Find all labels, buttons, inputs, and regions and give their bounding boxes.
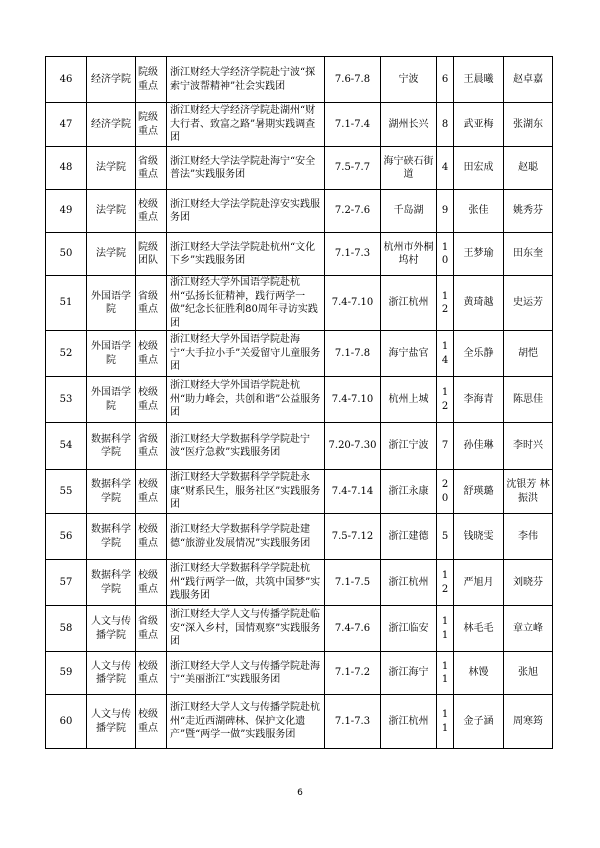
cell-leader: 王晨曦 <box>454 57 504 103</box>
cell-advisor: 张湖东 <box>504 103 553 147</box>
cell-college: 外国语学院 <box>87 331 136 377</box>
cell-level: 省级重点 <box>136 606 167 652</box>
cell-leader: 舒瑛璐 <box>454 470 504 514</box>
cell-level: 校级重点 <box>136 470 167 514</box>
cell-advisor: 陈思佳 <box>504 377 553 423</box>
cell-location: 浙江永康 <box>381 470 437 514</box>
cell-advisor: 刘晓芬 <box>504 560 553 606</box>
cell-level: 院级重点 <box>136 57 167 103</box>
cell-location: 湖州长兴 <box>381 103 437 147</box>
cell-people: 6 <box>437 57 454 103</box>
cell-no: 52 <box>46 331 87 377</box>
table-row <box>46 147 553 190</box>
table-row <box>46 331 553 377</box>
cell-location: 浙江临安 <box>381 606 437 652</box>
cell-leader: 全乐静 <box>454 331 504 377</box>
cell-date: 7.4-7.10 <box>325 276 381 331</box>
cell-location: 浙江杭州 <box>381 560 437 606</box>
cell-project: 浙江财经大学人文与传播学院赴海宁“美丽浙江”实践服务团 <box>167 652 325 695</box>
cell-advisor: 李时兴 <box>504 423 553 470</box>
cell-project: 浙江财经大学数据科学学院赴宁波“医疗急救”实践服务团 <box>167 423 325 470</box>
cell-level: 省级重点 <box>136 423 167 470</box>
table-row <box>46 606 553 652</box>
cell-people: 9 <box>437 190 454 233</box>
cell-project: 浙江财经大学法学院赴海宁“安全普法”实践服务团 <box>167 147 325 190</box>
cell-level: 校级重点 <box>136 652 167 695</box>
cell-people: 11 <box>437 652 454 695</box>
cell-college: 法学院 <box>87 233 136 276</box>
cell-college: 外国语学院 <box>87 377 136 423</box>
cell-people: 12 <box>437 560 454 606</box>
page-number: 6 <box>297 788 303 798</box>
table-row <box>46 276 553 331</box>
cell-advisor: 胡恺 <box>504 331 553 377</box>
cell-people: 4 <box>437 147 454 190</box>
table-row <box>46 514 553 560</box>
cell-location: 浙江海宁 <box>381 652 437 695</box>
cell-no: 50 <box>46 233 87 276</box>
cell-location: 海宁硖石街道 <box>381 147 437 190</box>
cell-advisor: 姚秀芬 <box>504 190 553 233</box>
table-row <box>46 470 553 514</box>
cell-people: 5 <box>437 514 454 560</box>
cell-level: 省级重点 <box>136 147 167 190</box>
cell-date: 7.1-7.5 <box>325 560 381 606</box>
cell-date: 7.1-7.3 <box>325 695 381 749</box>
cell-people: 12 <box>437 377 454 423</box>
cell-location: 浙江建德 <box>381 514 437 560</box>
cell-leader: 严旭月 <box>454 560 504 606</box>
cell-location: 宁波 <box>381 57 437 103</box>
cell-college: 数据科学学院 <box>87 560 136 606</box>
cell-date: 7.4-7.14 <box>325 470 381 514</box>
cell-date: 7.6-7.8 <box>325 57 381 103</box>
table-row <box>46 103 553 147</box>
cell-level: 校级重点 <box>136 695 167 749</box>
cell-level: 校级重点 <box>136 331 167 377</box>
cell-people: 7 <box>437 423 454 470</box>
cell-no: 53 <box>46 377 87 423</box>
cell-no: 46 <box>46 57 87 103</box>
cell-leader: 李海青 <box>454 377 504 423</box>
cell-date: 7.20-7.30 <box>325 423 381 470</box>
table-row <box>46 560 553 606</box>
cell-no: 47 <box>46 103 87 147</box>
cell-date: 7.1-7.2 <box>325 652 381 695</box>
cell-people: 8 <box>437 103 454 147</box>
cell-date: 7.5-7.7 <box>325 147 381 190</box>
activity-table-container <box>45 56 552 749</box>
cell-leader: 孙佳琳 <box>454 423 504 470</box>
cell-project: 浙江财经大学数据科学学院赴建德“旅游业发展情况”实践服务团 <box>167 514 325 560</box>
cell-leader: 王梦瑜 <box>454 233 504 276</box>
cell-leader: 田宏成 <box>454 147 504 190</box>
cell-people: 11 <box>437 695 454 749</box>
cell-advisor: 赵聪 <box>504 147 553 190</box>
cell-level: 校级重点 <box>136 377 167 423</box>
cell-no: 56 <box>46 514 87 560</box>
cell-project: 浙江财经大学外国语学院赴海宁“大手拉小手”关爱留守儿童服务团 <box>167 331 325 377</box>
table-row <box>46 652 553 695</box>
cell-college: 外国语学院 <box>87 276 136 331</box>
cell-college: 数据科学学院 <box>87 423 136 470</box>
cell-location: 杭州市外桐坞村 <box>381 233 437 276</box>
cell-location: 海宁盐官 <box>381 331 437 377</box>
cell-no: 49 <box>46 190 87 233</box>
cell-level: 校级重点 <box>136 514 167 560</box>
table-row <box>46 57 553 103</box>
cell-college: 法学院 <box>87 147 136 190</box>
cell-project: 浙江财经大学人文与传播学院赴杭州“走近西湖碑林、保护文化遗产”暨“两学一做”实践服务团 <box>167 695 325 749</box>
cell-leader: 钱晓雯 <box>454 514 504 560</box>
cell-location: 千岛湖 <box>381 190 437 233</box>
cell-no: 58 <box>46 606 87 652</box>
cell-project: 浙江财经大学数据科学学院赴杭州“践行两学一做，共筑中国梦”实践服务团 <box>167 560 325 606</box>
cell-leader: 金子涵 <box>454 695 504 749</box>
cell-date: 7.4-7.10 <box>325 377 381 423</box>
cell-college: 经济学院 <box>87 103 136 147</box>
cell-no: 55 <box>46 470 87 514</box>
cell-project: 浙江财经大学人文与传播学院赴临安“深入乡村，国情观察”实践服务团 <box>167 606 325 652</box>
cell-no: 54 <box>46 423 87 470</box>
cell-college: 经济学院 <box>87 57 136 103</box>
cell-college: 人文与传播学院 <box>87 695 136 749</box>
cell-college: 人文与传播学院 <box>87 606 136 652</box>
cell-date: 7.2-7.6 <box>325 190 381 233</box>
cell-project: 浙江财经大学经济学院赴宁波“探索宁波帮精神”社会实践团 <box>167 57 325 103</box>
cell-project: 浙江财经大学外国语学院赴杭州“助力峰会，共创和谐”公益服务团 <box>167 377 325 423</box>
cell-leader: 武亚梅 <box>454 103 504 147</box>
cell-advisor: 史运芳 <box>504 276 553 331</box>
cell-people: 12 <box>437 276 454 331</box>
cell-leader: 黄琦越 <box>454 276 504 331</box>
table-row <box>46 233 553 276</box>
cell-no: 48 <box>46 147 87 190</box>
cell-level: 院级团队 <box>136 233 167 276</box>
cell-people: 14 <box>437 331 454 377</box>
cell-level: 院级重点 <box>136 103 167 147</box>
cell-no: 51 <box>46 276 87 331</box>
cell-project: 浙江财经大学经济学院赴湖州“财大行者、致富之路”暑期实践调查团 <box>167 103 325 147</box>
cell-advisor: 田东奎 <box>504 233 553 276</box>
cell-advisor: 李伟 <box>504 514 553 560</box>
cell-project: 浙江财经大学数据科学学院赴永康“财系民生，服务社区”实践服务团 <box>167 470 325 514</box>
cell-advisor: 赵卓嘉 <box>504 57 553 103</box>
cell-people: 10 <box>437 233 454 276</box>
activity-table <box>45 56 553 749</box>
cell-location: 浙江杭州 <box>381 695 437 749</box>
cell-leader: 林毛毛 <box>454 606 504 652</box>
cell-location: 浙江杭州 <box>381 276 437 331</box>
table-row <box>46 377 553 423</box>
cell-project: 浙江财经大学法学院赴淳安实践服务团 <box>167 190 325 233</box>
cell-level: 校级重点 <box>136 560 167 606</box>
cell-project: 浙江财经大学外国语学院赴杭州“弘扬长征精神，践行两学一做”纪念长征胜利80周年寻访实践团 <box>167 276 325 331</box>
cell-no: 60 <box>46 695 87 749</box>
cell-no: 59 <box>46 652 87 695</box>
cell-date: 7.1-7.3 <box>325 233 381 276</box>
table-row <box>46 423 553 470</box>
table-row <box>46 695 553 749</box>
cell-advisor: 章立峰 <box>504 606 553 652</box>
cell-college: 法学院 <box>87 190 136 233</box>
cell-college: 数据科学学院 <box>87 470 136 514</box>
cell-leader: 林馒 <box>454 652 504 695</box>
cell-advisor: 沈银芳 林振洪 <box>504 470 553 514</box>
cell-college: 人文与传播学院 <box>87 652 136 695</box>
cell-date: 7.5-7.12 <box>325 514 381 560</box>
cell-no: 57 <box>46 560 87 606</box>
cell-level: 校级重点 <box>136 190 167 233</box>
cell-advisor: 周寒筠 <box>504 695 553 749</box>
cell-people: 11 <box>437 606 454 652</box>
cell-location: 浙江宁波 <box>381 423 437 470</box>
cell-date: 7.1-7.8 <box>325 331 381 377</box>
cell-people: 20 <box>437 470 454 514</box>
cell-advisor: 张旭 <box>504 652 553 695</box>
cell-location: 杭州上城 <box>381 377 437 423</box>
cell-date: 7.4-7.6 <box>325 606 381 652</box>
cell-project: 浙江财经大学法学院赴杭州“文化下乡”实践服务团 <box>167 233 325 276</box>
cell-date: 7.1-7.4 <box>325 103 381 147</box>
table-row <box>46 190 553 233</box>
cell-level: 省级重点 <box>136 276 167 331</box>
cell-leader: 张佳 <box>454 190 504 233</box>
cell-college: 数据科学学院 <box>87 514 136 560</box>
